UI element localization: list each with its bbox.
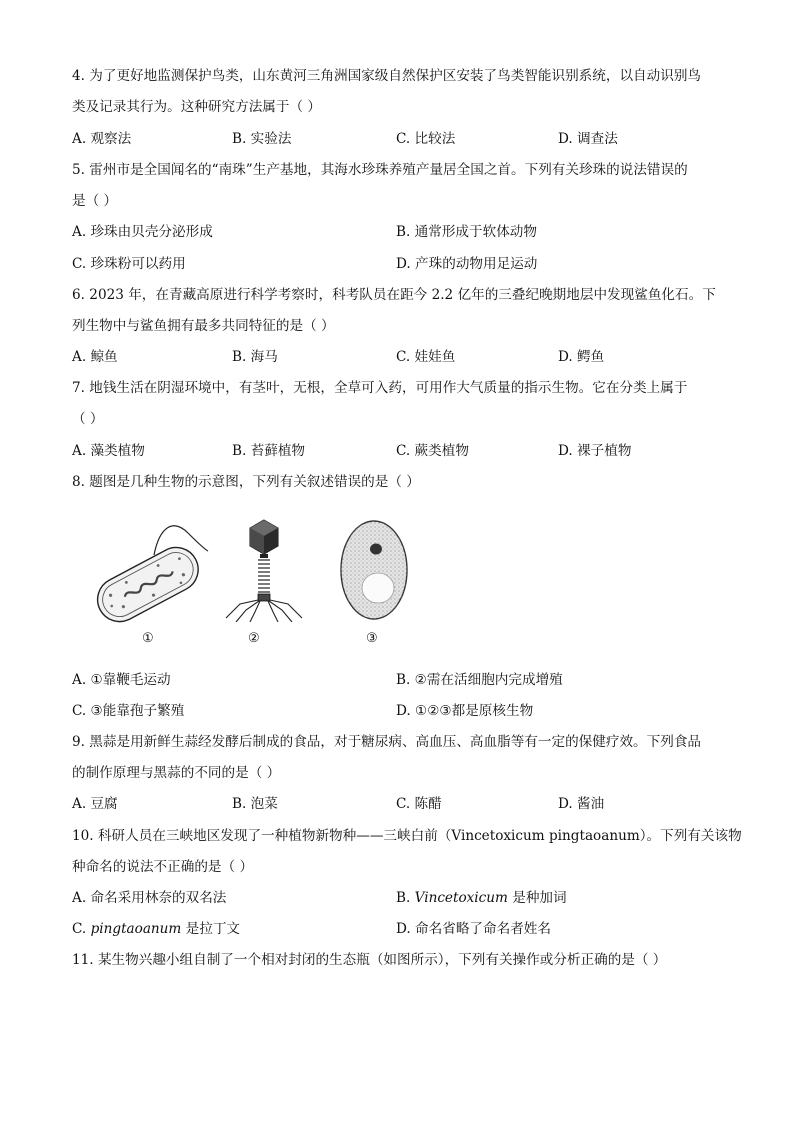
q10-option-c-letter: C. (72, 921, 91, 937)
q10-option-c[interactable] (72, 919, 240, 939)
q5-stem-line1: 5. 雷州市是全国闻名的“南珠”生产基地，其海水珍珠养殖产量居全国之首。下列有关珍珠的说法错误的 (72, 162, 688, 178)
q4-option-d[interactable]: D. 调查法 (558, 131, 618, 147)
q6-option-b[interactable]: B. 海马 (232, 349, 278, 365)
q10-option-b-letter: B. (396, 890, 415, 906)
q4-option-a[interactable]: A. 观察法 (72, 131, 132, 147)
q10-stem-line1 (72, 826, 742, 846)
q5-stem-line2: 是（ ） (72, 193, 118, 209)
q10-option-b[interactable] (396, 888, 567, 908)
figure-label-3: ③ (366, 631, 378, 646)
q10-option-a[interactable]: A. 命名采用林奈的双名法 (72, 890, 227, 906)
q9-option-d[interactable]: D. 酱油 (558, 796, 605, 812)
q7-option-c[interactable]: C. 蕨类植物 (396, 443, 469, 459)
q4-stem-line2: 类及记录其行为。这种研究方法属于（ ） (72, 99, 322, 115)
bacterium-figure (92, 515, 214, 627)
q4-option-c[interactable]: C. 比较法 (396, 131, 456, 147)
q9-option-c[interactable]: C. 陈醋 (396, 796, 442, 812)
q7-stem-line1: 7. 地钱生活在阴湿环境中，有茎叶，无根，全草可入药，可用作大气质量的指示生物。它在分类上属于 (72, 380, 688, 396)
q6-option-d[interactable]: D. 鳄鱼 (558, 349, 605, 365)
q10-option-c-text: 是拉丁文 (181, 921, 241, 937)
q7-option-d[interactable]: D. 裸子植物 (558, 443, 632, 459)
q10-stem-part1: 10. 科研人员在三峡地区发现了一种植物新物种——三峡白前（ (72, 828, 452, 844)
q9-stem-line2: 的制作原理与黑蒜的不同的是（ ） (72, 765, 281, 781)
q5-option-a[interactable]: A. 珍珠由贝壳分泌形成 (72, 224, 213, 240)
q10-option-b-genus: Vincetoxicum (414, 890, 508, 906)
q9-stem-line1: 9. 黑蒜是用新鲜生蒜经发酵后制成的食品，对于糖尿病、高血压、高血脂等有一定的保健疗效。下列食品 (72, 734, 702, 750)
q4-option-b[interactable]: B. 实验法 (232, 131, 292, 147)
q4-stem-line1: 4. 为了更好地监测保护鸟类，山东黄河三角洲国家级自然保护区安装了鸟类智能识别系统，以自动识别鸟 (72, 68, 702, 84)
q6-stem-line1: 6. 2023 年，在青藏高原进行科学考察时，科考队员在距今 2.2 亿年的三叠纪晚期地层中发现鲨鱼化石。下 (72, 287, 716, 303)
q7-stem-line2: （ ） (72, 411, 104, 427)
figure-label-2: ② (248, 631, 260, 646)
q9-option-b[interactable]: B. 泡菜 (232, 796, 278, 812)
bacteriophage-figure (220, 518, 310, 622)
q11-stem-line1: 11. 某生物兴趣小组自制了一个相对封闭的生态瓶（如图所示），下列有关操作或分析正确的是（ ） (72, 952, 667, 968)
q6-option-a[interactable]: A. 鲸鱼 (72, 349, 118, 365)
q9-option-a[interactable]: A. 豆腐 (72, 796, 118, 812)
q10-stem-part3: ）。下列有关该物 (639, 828, 742, 844)
q7-option-a[interactable]: A. 藻类植物 (72, 443, 145, 459)
q5-option-d[interactable]: D. 产珠的动物用足运动 (396, 256, 538, 272)
q6-option-c[interactable]: C. 娃娃鱼 (396, 349, 456, 365)
q5-option-c[interactable]: C. 珍珠粉可以药用 (72, 256, 186, 272)
q5-option-b[interactable]: B. 通常形成于软体动物 (396, 224, 537, 240)
q6-stem-line2: 列生物中与鲨鱼拥有最多共同特征的是（ ） (72, 318, 335, 334)
q10-option-c-epithet: pingtaoanum (90, 921, 182, 937)
q8-stem-line1: 8. 题图是几种生物的示意图，下列有关叙述错误的是（ ） (72, 474, 420, 490)
q10-species-name: Vincetoxicum pingtaoanum (451, 828, 640, 844)
q10-option-b-text: 是种加词 (507, 890, 567, 906)
q7-option-b[interactable]: B. 苔藓植物 (232, 443, 306, 459)
q8-option-a[interactable]: A. ①靠鞭毛运动 (72, 672, 171, 688)
q10-stem-line2: 种命名的说法不正确的是（ ） (72, 859, 254, 875)
q8-option-b[interactable]: B. ②需在活细胞内完成增殖 (396, 672, 563, 688)
figure-label-1: ① (142, 631, 154, 646)
q10-option-d[interactable]: D. 命名省略了命名者姓名 (396, 921, 551, 937)
q8-option-d[interactable]: D. ①②③都是原核生物 (396, 703, 534, 719)
yeast-cell-figure (338, 518, 410, 622)
q8-option-c[interactable]: C. ③能靠孢子繁殖 (72, 703, 185, 719)
